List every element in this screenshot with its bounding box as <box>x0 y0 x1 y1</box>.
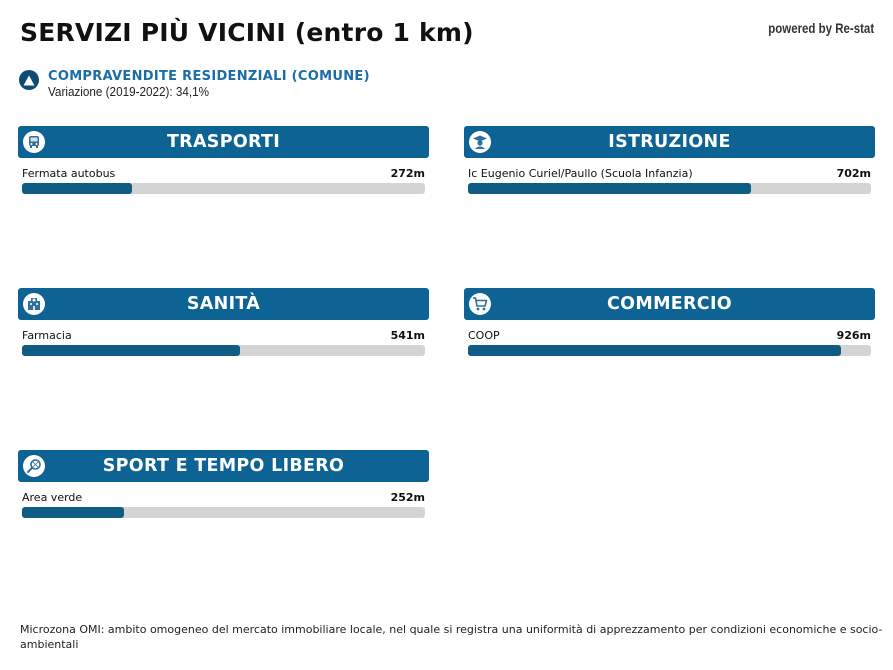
tennis-racket-icon <box>23 455 45 477</box>
service-item <box>22 326 425 356</box>
footer-note: Microzona OMI: ambito omogeneo del mercato immobiliare locale, nel quale si registra una uniformità di apprezzamento per condizioni economiche e socio-ambientali <box>20 623 883 651</box>
hospital-icon <box>23 293 45 315</box>
service-name: COOP <box>468 328 500 342</box>
distance-bar-track <box>22 345 425 356</box>
card-header-commercio <box>464 288 875 320</box>
service-name: Farmacia <box>22 328 72 342</box>
service-item <box>22 164 425 194</box>
service-item <box>468 164 871 194</box>
distance-bar-fill <box>22 507 124 518</box>
card-header-sport <box>18 450 429 482</box>
card-title-trasporti: TRASPORTI <box>166 132 281 152</box>
card-title-sanita: SANITÀ <box>186 294 261 314</box>
card-title-sport: SPORT E TEMPO LIBERO <box>102 456 345 476</box>
student-icon <box>469 131 491 153</box>
service-distance: 926m <box>836 328 871 342</box>
distance-bar-fill <box>22 345 240 356</box>
card-commercio <box>464 288 875 356</box>
shopping-cart-icon <box>469 293 491 315</box>
card-istruzione <box>464 126 875 194</box>
distance-bar-fill <box>468 183 751 194</box>
distance-bar-track <box>22 183 425 194</box>
bus-icon <box>23 131 45 153</box>
distance-bar-track <box>468 183 871 194</box>
service-name: Fermata autobus <box>22 166 116 180</box>
service-name: Ic Eugenio Curiel/Paullo (Scuola Infanzia) <box>468 166 693 180</box>
card-title-commercio: COMMERCIO <box>607 294 732 314</box>
service-name: Area verde <box>22 490 83 504</box>
card-sport <box>18 450 429 518</box>
distance-bar-fill <box>22 183 132 194</box>
triangle-up-icon <box>19 70 39 90</box>
card-header-trasporti <box>18 126 429 158</box>
card-header-sanita <box>18 288 429 320</box>
powered-by-label: powered by Re-stat <box>768 20 874 36</box>
service-distance: 272m <box>390 166 425 180</box>
card-title-istruzione: ISTRUZIONE <box>608 132 731 152</box>
service-distance: 702m <box>836 166 871 180</box>
distance-bar-fill <box>468 345 841 356</box>
compravendite-title: COMPRAVENDITE RESIDENZIALI (COMUNE) <box>48 69 370 84</box>
distance-bar-track <box>22 507 425 518</box>
service-distance: 252m <box>390 490 425 504</box>
distance-bar-track <box>468 345 871 356</box>
compravendite-variation: Variazione (2019-2022): 34,1% <box>48 84 210 99</box>
card-header-istruzione <box>464 126 875 158</box>
page-title: SERVIZI PIÙ VICINI (entro 1 km) <box>20 18 474 47</box>
compravendite-section <box>19 69 370 100</box>
service-item <box>468 326 871 356</box>
service-distance: 541m <box>390 328 425 342</box>
card-trasporti <box>18 126 429 194</box>
card-sanita <box>18 288 429 356</box>
service-item <box>22 488 425 518</box>
